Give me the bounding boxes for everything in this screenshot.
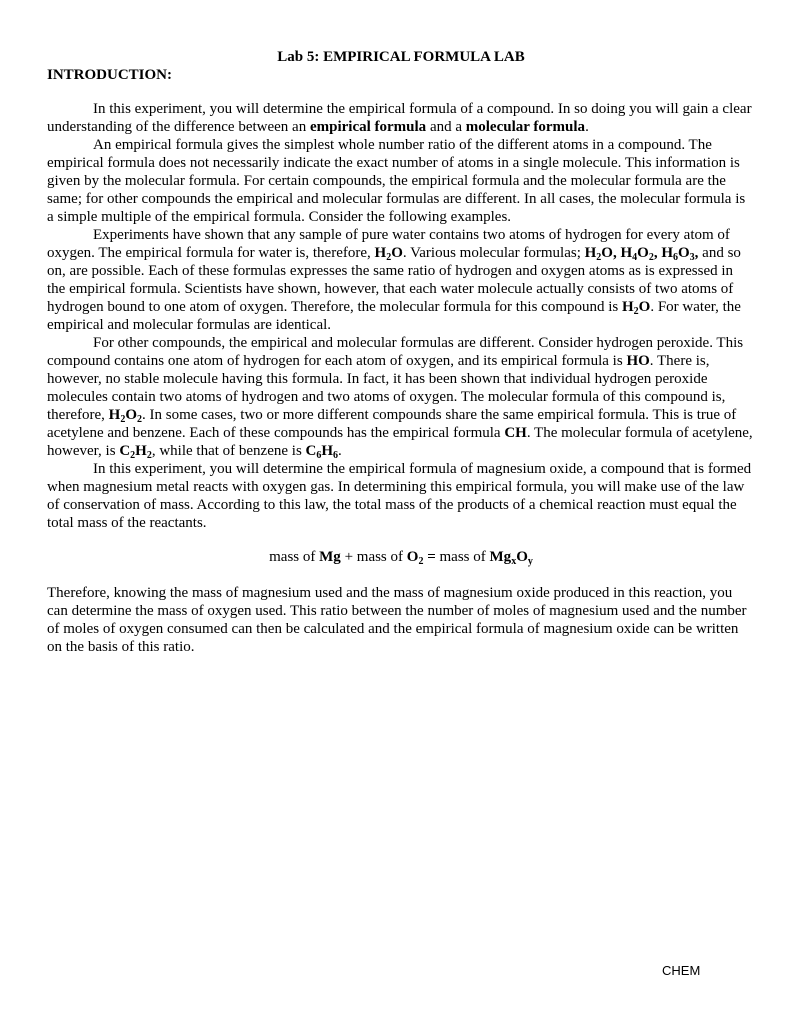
footer-label: CHEM xyxy=(662,963,701,978)
formula-list: $H_2O$, $H_4O_2$, $H_6O_3$, xyxy=(584,245,699,263)
p4-text-5: , while that of benzene is xyxy=(151,443,306,459)
p3-text-4: . For water, the empirical and molecular formulas are identical. xyxy=(47,299,741,333)
formula-c6h6: $C_6H_6$ xyxy=(305,443,339,461)
p3-text-1: Experiments have shown that any sample of pure water contains two atoms of hydrogen for every atom of oxygen. The empirical formula for water is, therefore, xyxy=(47,227,730,261)
paragraph-5: In this experiment, you will determine the empirical formula of magnesium oxide, a compound that is formed when magnesium metal reacts with oxygen gas. In determining this empirical formula, you will make use of the law of conservation of mass. According to this law, the total mass of the products of a chemical reaction must equal the total mass of the reactants. xyxy=(47,461,752,531)
paragraph-4 xyxy=(47,334,755,460)
page-title: Lab 5: EMPIRICAL FORMULA LAB xyxy=(277,49,525,65)
eq-equals: = xyxy=(423,549,440,565)
p4-text-3: . In some cases, two or more different compounds share the same empirical formula. This is true of acetylene and benzene. Each of these compounds has the empirical formula xyxy=(47,407,737,441)
paragraph-2: An empirical formula gives the simplest whole number ratio of the different atoms in a compound. The empirical formula does not necessarily indicate the exact number of atoms in a single molecule. This information is given by the molecular formula. For certain compounds, the empirical formula and the molecular formula are the same; for other compounds the empirical and molecular formulas are different. In all cases, the molecular formula is a simple multiple of the empirical formula. Consider the following examples. xyxy=(47,137,746,225)
eq-mg: Mg xyxy=(319,549,341,565)
p1-text-1: In this experiment, you will determine the empirical formula of a compound. In so doing you will gain a clear understanding of the difference between an xyxy=(47,101,752,135)
formula-ho: HO xyxy=(626,353,650,369)
eq-o2: $O_2$ xyxy=(406,549,424,567)
p4-text-2: . There is, however, no stable molecule having this formula. In fact, it has been shown that individual hydrogen peroxide molecules contain two atoms of hydrogen and two atoms of oxygen. The molecular formula of this compound is, therefore, xyxy=(47,353,726,423)
mass-equation: mass of Mg + mass of $O_2$ = mass of $Mg_xO_y$ xyxy=(269,549,533,567)
eq-mgxoy: $Mg_xO_y$ xyxy=(489,549,533,567)
p3-text-2: . Various molecular formulas; xyxy=(402,245,585,261)
document-page xyxy=(47,48,755,656)
p3-text-3: and so on, are possible. Each of these formulas expresses the same ratio of hydrogen and oxygen atoms as is expressed in the empirical formula. Scientists have shown, however, that each water molecule actually consists of two atoms of hydrogen bound to one atom of oxygen. Therefore, the molecular formula for this compound is xyxy=(47,245,741,315)
p1-text-2: and a xyxy=(426,119,466,135)
formula-h2o-2: $H_2O$ xyxy=(622,299,651,317)
formula-c2h2: $C_2H_2$ xyxy=(119,443,152,461)
p4-text-4: . The molecular formula of acetylene, however, is xyxy=(47,425,753,459)
paragraph-1 xyxy=(47,100,755,136)
p4-text-6: . xyxy=(338,443,342,459)
formula-ch: CH xyxy=(504,425,527,441)
paragraph-6: Therefore, knowing the mass of magnesium used and the mass of magnesium oxide produced in this reaction, you can determine the mass of oxygen used. This ratio between the number of moles of magnesium used and the number of moles of oxygen consumed can then be calculated and the empirical formula of magnesium oxide can be written on the basis of this ratio. xyxy=(47,585,747,655)
formula-h2o2: $H_2O_2$ xyxy=(108,407,142,425)
section-heading: INTRODUCTION: xyxy=(47,67,173,83)
formula-h2o: $H_2O$ xyxy=(374,245,403,263)
p1-text-3: . xyxy=(585,119,589,135)
p4-text-1: For other compounds, the empirical and molecular formulas are different. Consider hydrogen peroxide. This compound contains one atom of hydrogen for each atom of oxygen, and its empirical formula is xyxy=(47,335,744,369)
paragraph-3 xyxy=(47,226,755,334)
term-molecular-formula: molecular formula xyxy=(465,119,586,135)
term-empirical-formula: empirical formula xyxy=(309,119,427,135)
